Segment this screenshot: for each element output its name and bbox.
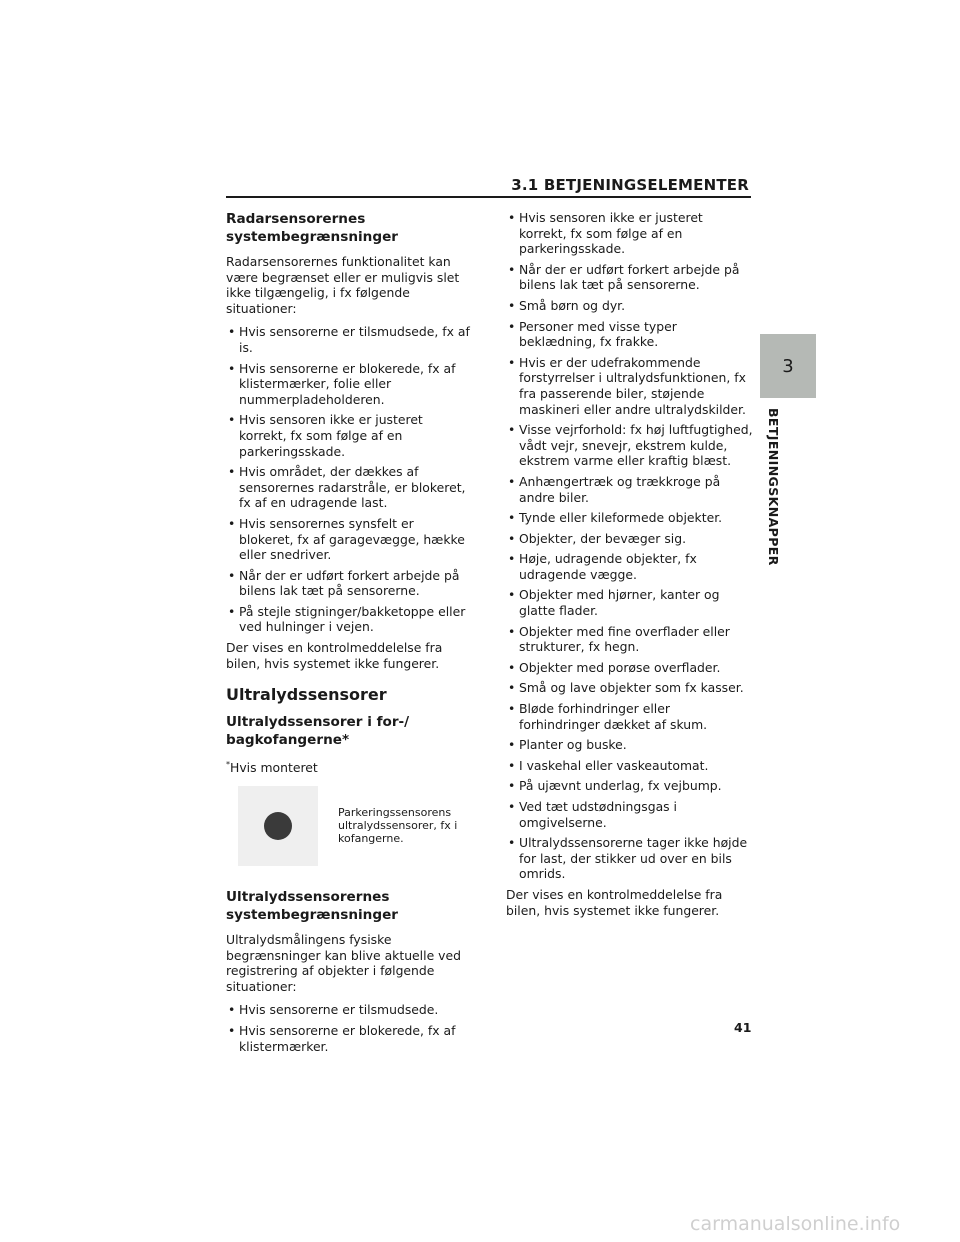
radar-limits-list (226, 324, 472, 635)
list-item: • Hvis sensorerne er tilsmudsede, fx af is. (226, 324, 472, 355)
list-item: • Ultralydssensorerne tager ikke højde for last, der stikker ud over en bils omrids. (506, 835, 754, 882)
list-item: • Objekter, der bevæger sig. (506, 531, 754, 547)
list-item: • Små børn og dyr. (506, 298, 754, 314)
list-item: • Objekter med porøse overflader. (506, 660, 754, 676)
ultrasonic-limits-intro: Ultralydsmålingens fysiske begrænsninger kan blive aktuelle ved registrering af objekter i følgende situationer: (226, 931, 461, 994)
ultrasonic-limits-list (226, 1002, 472, 1054)
chapter-side-label (766, 408, 782, 568)
list-item: • Høje, udragende objekter, fx udragende vægge. (506, 551, 754, 582)
chapter-title: 3.1 BETJENINGSELEMENTER (511, 176, 749, 194)
page-header (226, 176, 751, 198)
list-item: • Små og lave objekter som fx kasser. (506, 680, 754, 696)
list-item: • Anhængertræk og trækkroge på andre biler. (506, 474, 754, 505)
radar-limits-outro: Der vises en kontrolmeddelelse fra bilen, hvis systemet ikke fungerer. (226, 640, 443, 671)
watermark: carmanualsonline.info (690, 1213, 901, 1235)
chapter-side-label-text: BETJENINGSKNAPPER (766, 408, 781, 566)
footnote-text: Hvis monteret (230, 760, 318, 776)
ultrasonic-limits-list-continued (506, 210, 754, 882)
ultrasonic-limits-outro: Der vises en kontrolmeddelelse fra bilen, hvis systemet ikke fungerer. (506, 886, 723, 918)
list-item: • Personer med visse typer beklædning, fx frakke. (506, 319, 754, 350)
list-item: • Hvis sensorerne er blokerede, fx af klistermærker, folie eller nummerpladeholderen. (226, 361, 472, 408)
right-column (506, 210, 754, 926)
list-item: • Hvis sensorerne er tilsmudsede. (226, 1002, 472, 1018)
list-item: • På ujævnt underlag, fx vejbump. (506, 778, 754, 794)
list-item: • Ved tæt udstødningsgas i omgivelserne. (506, 799, 754, 830)
footnote-mark: * (226, 760, 230, 770)
chapter-number: 3 (782, 355, 794, 377)
list-item: • På stejle stigninger/bakketoppe eller ved hulninger i vejen. (226, 604, 472, 635)
sensor-image (238, 786, 318, 866)
list-item: • Hvis sensorernes synsfelt er blokeret, fx af garagevægge, hække eller snedriver. (226, 516, 472, 563)
list-item: • Hvis området, der dækkes af sensorernes radarstråle, er blokeret, fx af en udragende last. (226, 464, 472, 511)
ultrasonic-heading: Ultralydssensorer (226, 685, 387, 705)
list-item: • Bløde forhindringer eller forhindringer dækket af skum. (506, 701, 754, 732)
ultrasonic-sub-heading: Ultralydssensorer i for-/ bagkofangerne* (226, 714, 410, 749)
list-item: • Hvis sensorerne er blokerede, fx af klistermærker. (226, 1023, 472, 1054)
list-item: • Planter og buske. (506, 737, 754, 753)
list-item: • Hvis sensoren ikke er justeret korrekt, fx som følge af en parkeringsskade. (226, 412, 472, 459)
list-item: • Visse vejrforhold: fx høj luftfugtighed, vådt vejr, snevejr, ekstrem kulde, ekstrem varme eller kraftig blæst. (506, 422, 754, 469)
list-item: • Tynde eller kileformede objekter. (506, 510, 754, 526)
radar-limits-heading: Radarsensorernes systembegrænsninger (226, 211, 398, 245)
ultrasonic-sensor-icon (264, 812, 292, 840)
chapter-tab (760, 334, 816, 398)
list-item: • Hvis er der udefrakommende forstyrrelser i ultralydsfunktionen, fx fra passerende biler, støjende maskineri eller andre ultralydskilder. (506, 355, 754, 417)
list-item: • Objekter med fine overflader eller strukturer, fx hegn. (506, 624, 754, 655)
footnote (226, 757, 472, 776)
page-number: 41 (734, 1020, 752, 1035)
ultrasonic-limits-heading: Ultralydssensorernes systembegrænsninger (226, 888, 398, 923)
list-item: • I vaskehal eller vaskeautomat. (506, 758, 754, 774)
figure-caption: Parkeringssensorens ultralydssensorer, fx i kofangerne. (338, 806, 458, 846)
sensor-figure (238, 786, 472, 866)
radar-limits-intro: Radarsensorernes funktionalitet kan være begrænset eller er muligvis slet ikke tilgængelig, i fx følgende situationer: (226, 254, 460, 316)
list-item: • Når der er udført forkert arbejde på bilens lak tæt på sensorerne. (506, 262, 754, 293)
list-item: • Objekter med hjørner, kanter og glatte flader. (506, 587, 754, 618)
list-item: • Hvis sensoren ikke er justeret korrekt, fx som følge af en parkeringsskade. (506, 210, 754, 257)
list-item: • Når der er udført forkert arbejde på bilens lak tæt på sensorerne. (226, 568, 472, 599)
left-column (226, 210, 472, 1059)
